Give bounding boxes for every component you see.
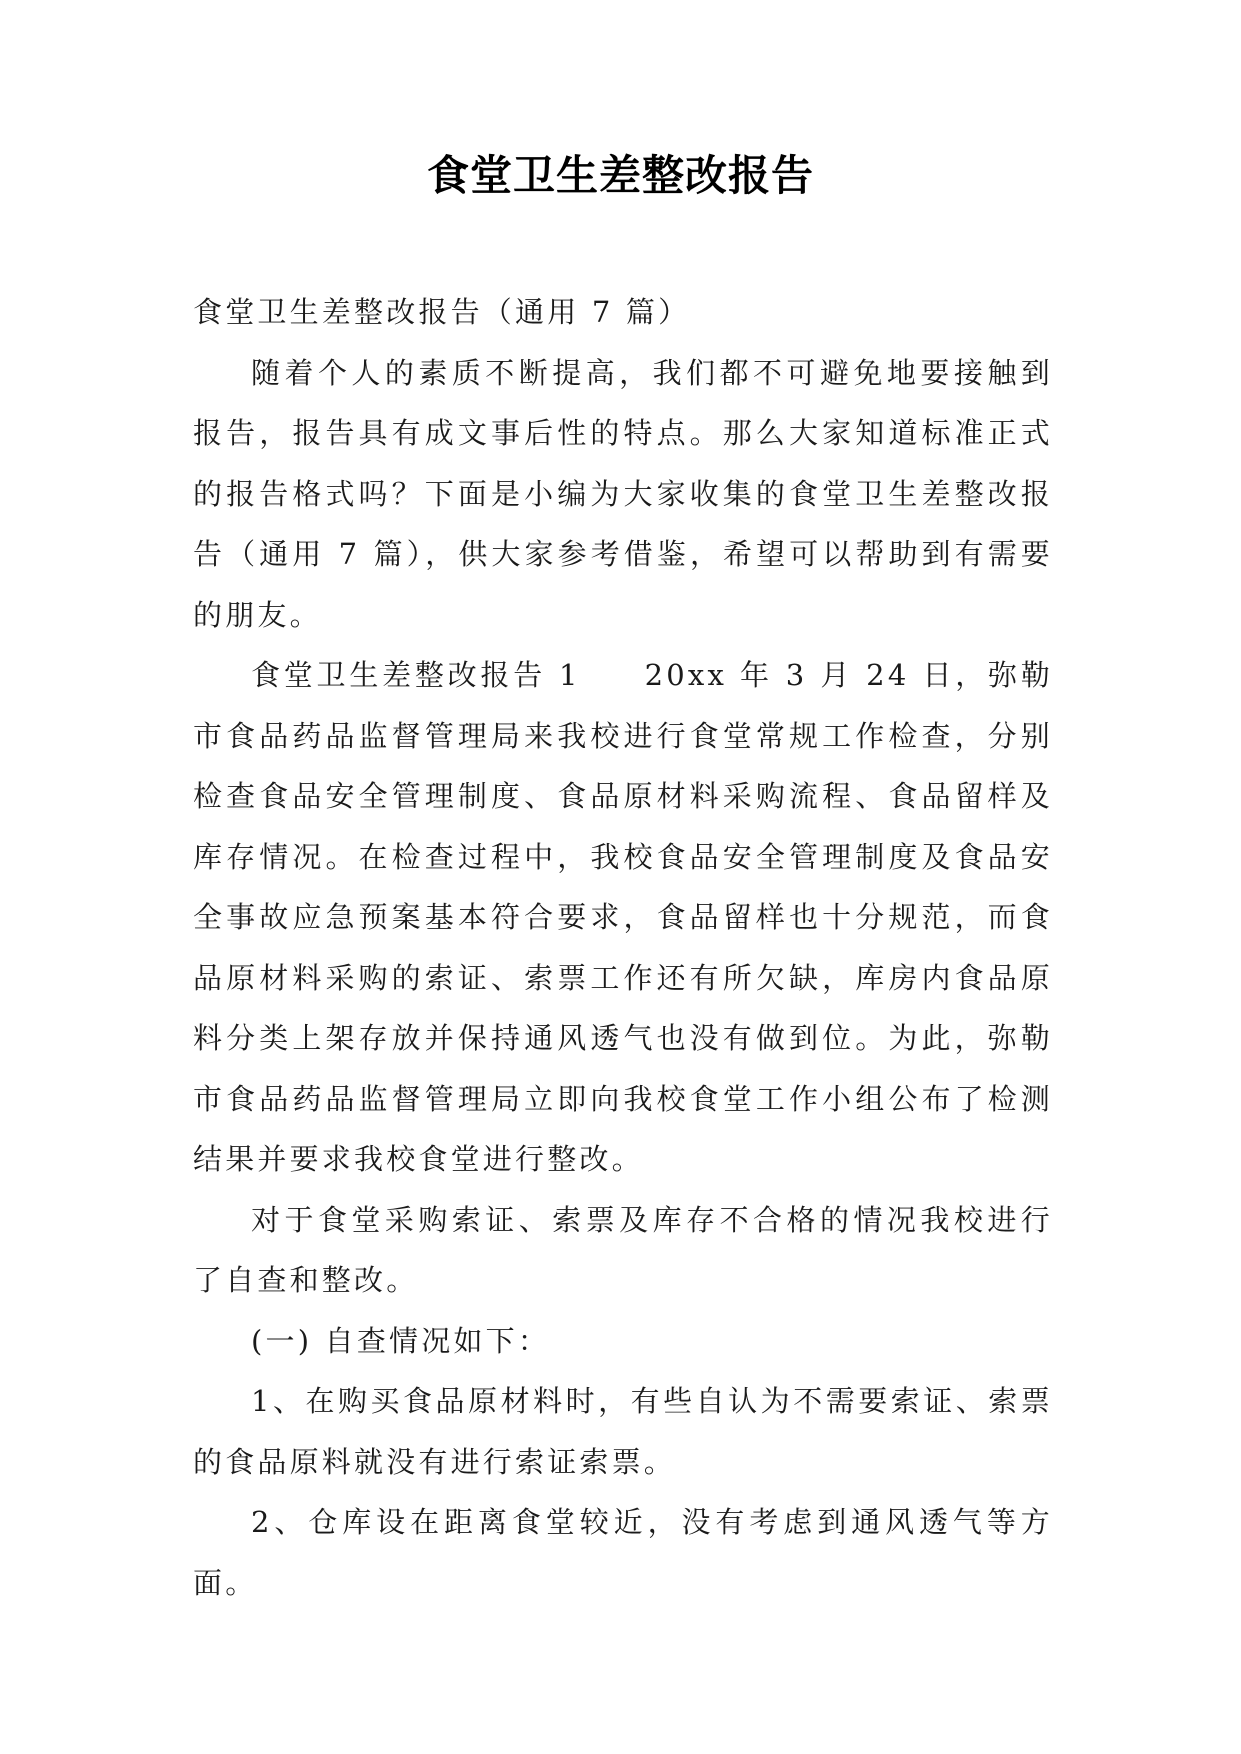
- self-check-heading: (一) 自查情况如下：: [251, 1323, 551, 1358]
- report1-heading: 食堂卫生差整改报告 1: [251, 658, 581, 692]
- self-check-intro-paragraph: 对于食堂采购索证、索票及库存不合格的情况我校进行了自查和整改。: [193, 1202, 1053, 1297]
- list-item-1: 1、在购买食品原材料时，有些自认为不需要索证、索票的食品原料就没有进行索证索票。: [193, 1384, 1053, 1479]
- subtitle-paragraph: 食堂卫生差整改报告（通用 7 篇）: [193, 295, 691, 329]
- report1-body: 20xx 年 3 月 24 日，弥勒市食品药品监督管理局来我校进行食堂常规工作检查，分别检查食品安全管理制度、食品原材料采购流程、食品留样及库存情况。在检查过程中，我校食品安全管理制度及食品安全事故应急预案基本符合要求，食品留样也十分规范，而食品原材料采购的索证、索票工作还有所欠缺，库房内食品原料分类上架存放并保持通风透气也没有做到位。为此，弥勒市食品药品监督管理局立即向我校食堂工作小组公布了检测结果并要求我校食堂进行整改。: [193, 658, 1053, 1176]
- list-item-2: 2、仓库设在距离食堂较近，没有考虑到通风透气等方面。: [193, 1505, 1053, 1600]
- document-body: [193, 282, 1053, 1613]
- report1-paragraph: [193, 645, 1053, 1190]
- document-title: 食堂卫生差整改报告: [426, 151, 814, 200]
- intro-paragraph: 随着个人的素质不断提高，我们都不可避免地要接触到报告，报告具有成文事后性的特点。那么大家知道标准正式的报告格式吗？下面是小编为大家收集的食堂卫生差整改报告（通用 7 篇），供大家参考借鉴，希望可以帮助到有需要的朋友。: [193, 355, 1053, 632]
